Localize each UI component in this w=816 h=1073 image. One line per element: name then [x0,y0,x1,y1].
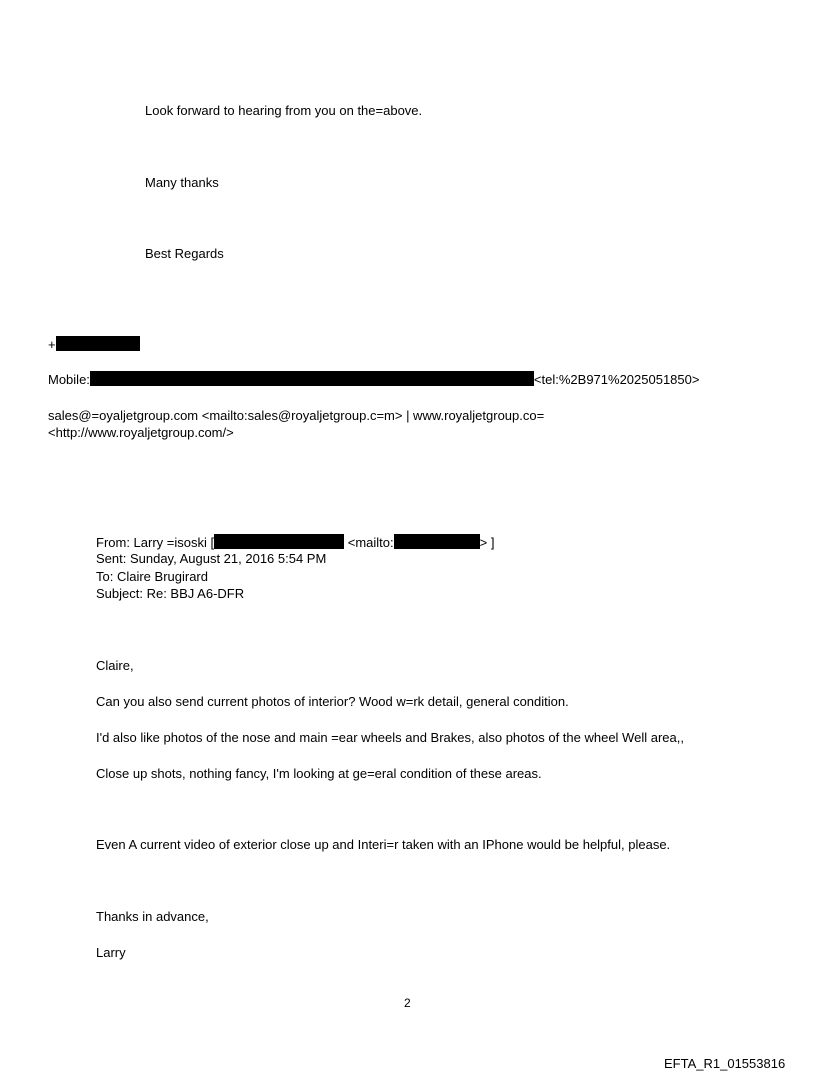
header-to: To: Claire Brugirard [96,569,208,584]
from-close: > ] [479,535,495,550]
tel-link[interactable]: <tel:%2B971%2025051850> [533,372,700,387]
body-paragraph-5: Thanks in advance, [96,909,209,924]
signature-phone-line [48,336,140,353]
closing-line-3: Best Regards [145,246,224,261]
page-number: 2 [404,996,411,1010]
signature-email-line[interactable]: sales@=oyaljetgroup.com <mailto:sales@royaljetgroup.c=m> | www.royaljetgroup.co= [48,408,545,423]
redaction-block [394,534,480,549]
closing-line-2: Many thanks [145,175,219,190]
header-sent: Sent: Sunday, August 21, 2016 5:54 PM [96,551,327,566]
from-mailto: <mailto: [347,535,394,550]
body-paragraph-4: Even A current video of exterior close up and Interi=r taken with an IPhone would be helpful, please. [96,837,671,852]
document-id: EFTA_R1_01553816 [664,1056,786,1071]
from-prefix: From: Larry =isoski [ [96,535,215,550]
body-greeting: Claire, [96,658,134,673]
mobile-label: Mobile: [48,372,90,387]
closing-line-1: Look forward to hearing from you on the=above. [145,103,423,118]
signature-mobile-line [48,371,699,388]
header-from [96,534,494,551]
body-paragraph-2: I'd also like photos of the nose and main =ear wheels and Brakes, also photos of the wheel Well area,, [96,730,684,745]
signature-url-line[interactable]: <http://www.royaljetgroup.com/> [48,425,234,440]
body-paragraph-3: Close up shots, nothing fancy, I'm looking at ge=eral condition of these areas. [96,766,542,781]
redaction-block [56,336,140,351]
redaction-block [214,534,344,549]
header-subject: Subject: Re: BBJ A6-DFR [96,586,245,601]
redaction-block [90,371,534,386]
plus-sign: + [48,337,56,352]
body-paragraph-1: Can you also send current photos of interior? Wood w=rk detail, general condition. [96,694,569,709]
body-signoff: Larry [96,945,126,960]
